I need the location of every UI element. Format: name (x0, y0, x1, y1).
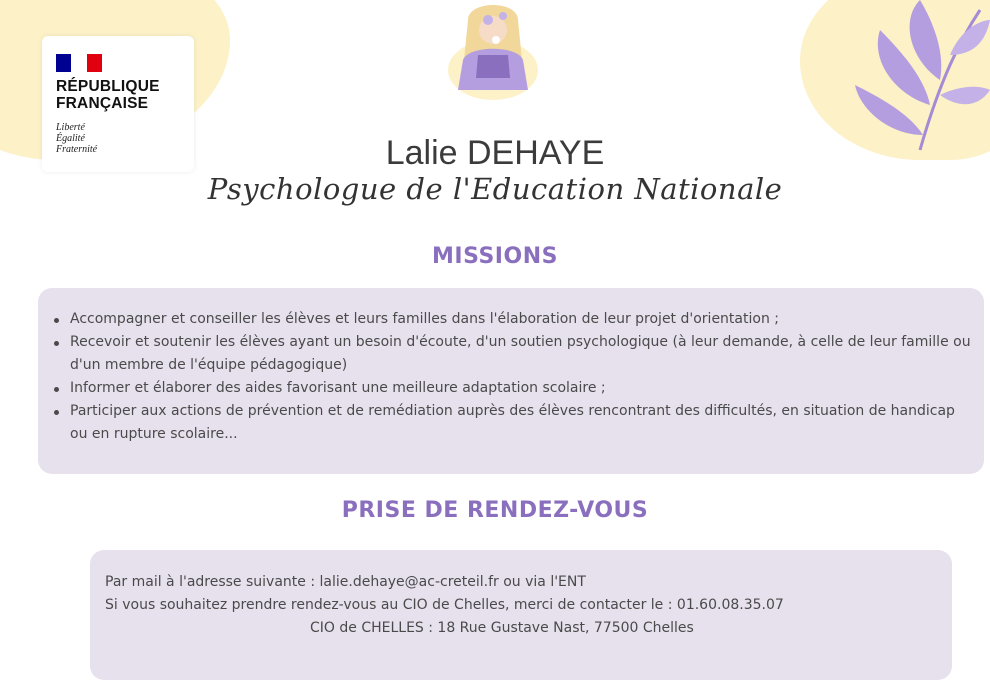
logo-line-1: RÉPUBLIQUE (56, 78, 160, 95)
missions-panel (38, 288, 984, 474)
mission-item: Informer et élaborer des aides favorisant une meilleure adaptation scolaire ; (70, 377, 974, 400)
page-title: Lalie DEHAYE (385, 134, 605, 172)
missions-list (38, 288, 984, 446)
appointment-address-line: CIO de CHELLES : 18 Rue Gustave Nast, 77500 Chelles (310, 620, 694, 636)
page-subtitle: Psychologue de l'Education Nationale (207, 172, 783, 206)
logo-wordmark (56, 78, 160, 112)
appointment-email-line: Par mail à l'adresse suivante : lalie.dehaye@ac-creteil.fr ou via l'ENT (105, 574, 586, 590)
appointment-heading: PRISE DE RENDEZ-VOUS (341, 498, 649, 523)
logo-line-2: FRANÇAISE (56, 95, 149, 112)
french-flag-icon (56, 54, 102, 72)
mission-item: Participer aux actions de prévention et de remédiation auprès des élèves rencontrant des difficultés, en situation de handicap ou en rupture scolaire... (70, 400, 974, 446)
appointment-phone-line: Si vous souhaitez prendre rendez-vous au CIO de Chelles, merci de contacter le : 01.60.08.35.07 (105, 597, 784, 613)
motto-egalite: Égalité (56, 133, 85, 144)
missions-heading: MISSIONS (432, 244, 558, 269)
appointment-panel (90, 550, 952, 680)
mission-item: Accompagner et conseiller les élèves et leurs familles dans l'élaboration de leur projet d'orientation ; (70, 308, 974, 331)
mission-item: Recevoir et soutenir les élèves ayant un besoin d'écoute, d'un soutien psychologique (à leur demande, à celle de leur famille ou d'un membre de l'équipe pédagogique) (70, 331, 974, 377)
reading-woman-illustration (418, 0, 568, 104)
motto-fraternite: Fraternité (56, 144, 98, 155)
motto-liberte: Liberté (56, 122, 85, 133)
